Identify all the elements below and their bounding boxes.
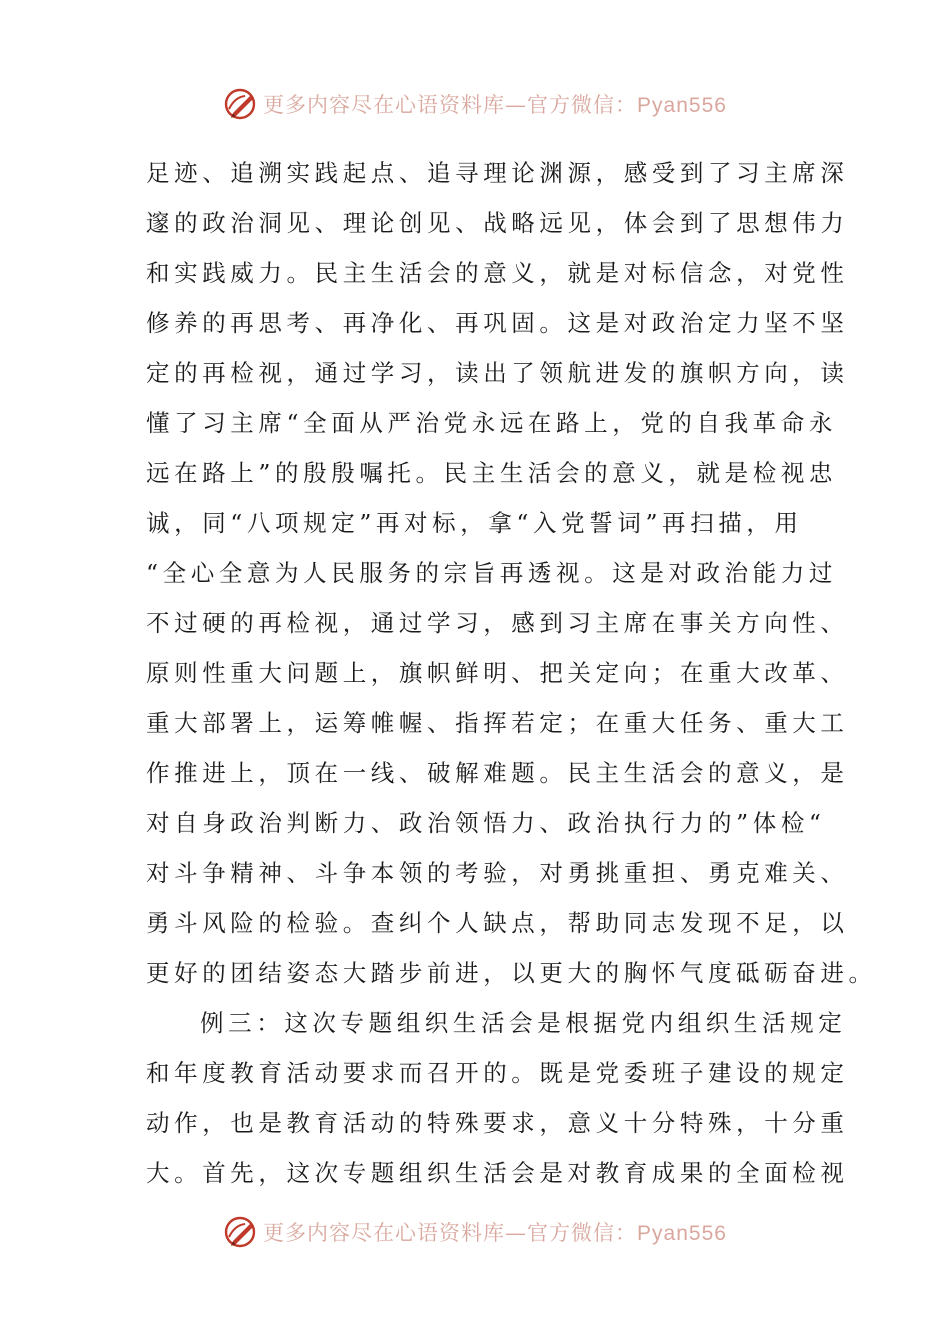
body-line: 更好的团结姿态大踏步前进，以更大的胸怀气度砥砺奋进。 bbox=[146, 959, 877, 987]
body-line: 远在路上”的殷殷嘱托。民主生活会的意义，就是检视忠 bbox=[146, 459, 838, 487]
paragraph-start-line: 例三：这次专题组织生活会是根据党内组织生活规定 bbox=[200, 1009, 847, 1037]
pen-circle-logo-icon bbox=[223, 87, 257, 121]
body-line: 定的再检视，通过学习，读出了领航进发的旗帜方向，读 bbox=[146, 359, 849, 387]
document-body bbox=[146, 148, 877, 1198]
body-line: 原则性重大问题上，旗帜鲜明、把关定向；在重大改革、 bbox=[146, 659, 849, 687]
body-line: 勇斗风险的检验。查纠个人缺点，帮助同志发现不足，以 bbox=[146, 909, 849, 937]
body-line: 足迹、追溯实践起点、追寻理论渊源，感受到了习主席深 bbox=[146, 159, 849, 187]
body-line: 大。首先，这次专题组织生活会是对教育成果的全面检视 bbox=[146, 1159, 849, 1187]
body-line: 邃的政治洞见、理论创见、战略远见，体会到了思想伟力 bbox=[146, 209, 849, 237]
header-banner-text-latin: Pyan556 bbox=[637, 94, 727, 117]
body-line: 不过硬的再检视，通过学习，感到习主席在事关方向性、 bbox=[146, 609, 849, 637]
body-line: 修养的再思考、再净化、再巩固。这是对政治定力坚不坚 bbox=[146, 309, 849, 337]
body-line: 动作，也是教育活动的特殊要求，意义十分特殊，十分重 bbox=[146, 1109, 849, 1137]
body-line: 重大部署上，运筹帷幄、指挥若定；在重大任务、重大工 bbox=[146, 709, 849, 737]
body-line: “全心全意为人民服务的宗旨再透视。这是对政治能力过 bbox=[146, 559, 838, 587]
body-line: 懂了习主席“全面从严治党永远在路上，党的自我革命永 bbox=[146, 409, 838, 437]
body-line: 和年度教育活动要求而召开的。既是党委班子建设的规定 bbox=[146, 1059, 849, 1087]
pen-circle-logo-icon bbox=[223, 1215, 257, 1249]
body-line: 对自身政治判断力、政治领悟力、政治执行力的”体检“ bbox=[146, 809, 826, 837]
body-line: 对斗争精神、斗争本领的考验，对勇挑重担、勇克难关、 bbox=[146, 859, 849, 887]
header-banner-text-cn: 更多内容尽在心语资料库—官方微信： bbox=[263, 93, 638, 117]
body-line: 作推进上，顶在一线、破解难题。民主生活会的意义，是 bbox=[146, 759, 849, 787]
footer-banner-text bbox=[263, 1217, 727, 1247]
footer-banner-text-latin: Pyan556 bbox=[637, 1222, 727, 1245]
body-line: 和实践威力。民主生活会的意义，就是对标信念，对党性 bbox=[146, 259, 849, 287]
footer-banner-text-cn: 更多内容尽在心语资料库—官方微信： bbox=[263, 1221, 638, 1245]
footer-banner bbox=[0, 1212, 950, 1252]
body-line: 诚，同“八项规定”再对标，拿“入党誓词”再扫描，用 bbox=[146, 509, 803, 537]
header-banner-text bbox=[263, 89, 727, 119]
header-banner bbox=[0, 84, 950, 124]
